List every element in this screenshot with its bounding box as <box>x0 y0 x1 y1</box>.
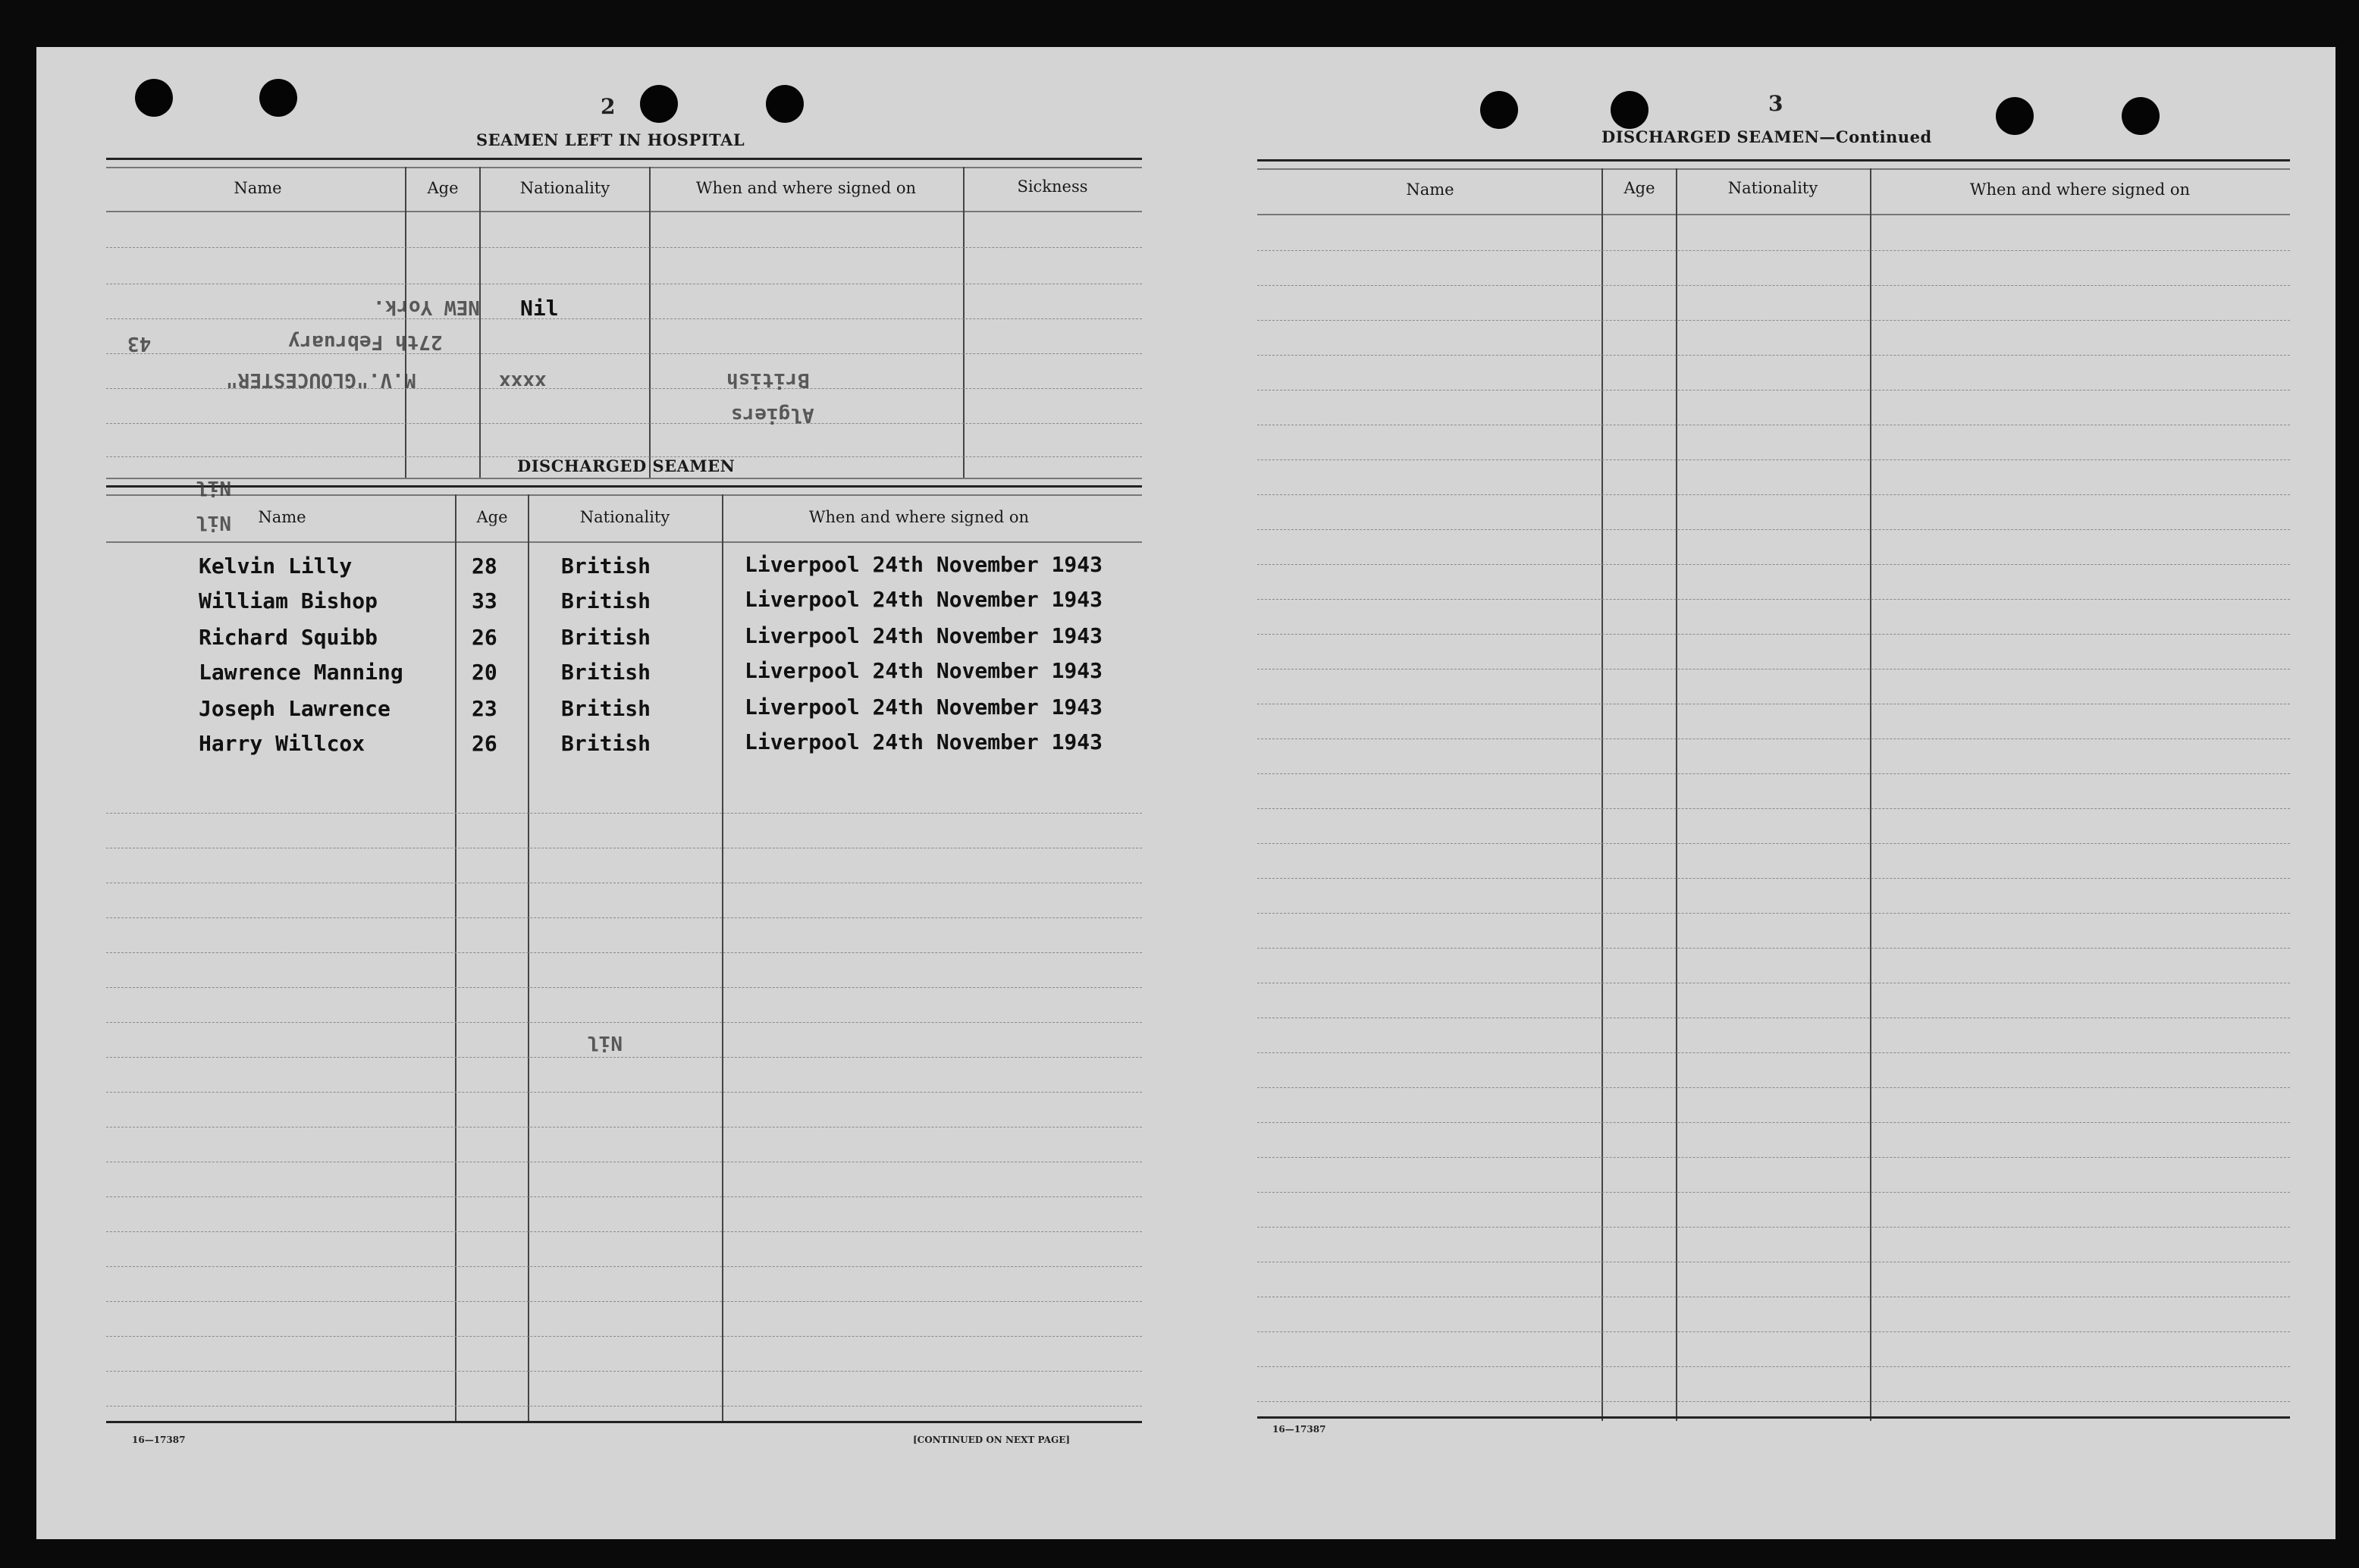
crew-age: 28 <box>472 554 497 579</box>
show-through-text: Nil <box>196 476 231 499</box>
hospital-header-nationality: Nationality <box>519 179 610 197</box>
crew-name: Richard Squibb <box>199 625 378 650</box>
crew-signed-on: Liverpool 24th November 1943 <box>745 587 1103 612</box>
crew-age: 20 <box>472 660 497 685</box>
page-number: 3 <box>1768 91 1783 116</box>
discharged-header-age: Age <box>476 508 508 526</box>
ledger-sheet <box>36 47 2335 1539</box>
crew-name: William Bishop <box>199 588 378 613</box>
show-through-text: NEW York. <box>373 296 480 318</box>
discharged-header-signed-on: When and where signed on <box>808 508 1030 526</box>
form-number: 16—17387 <box>132 1435 186 1445</box>
show-through-text: British <box>726 368 810 391</box>
discharged-header-nationality: Nationality <box>579 508 670 526</box>
crew-nationality: British <box>561 696 651 721</box>
continued-header-signed-on: When and where signed on <box>1969 180 2191 199</box>
show-through-text: xxxx <box>499 370 547 393</box>
hospital-header-age: Age <box>427 179 459 197</box>
crew-signed-on: Liverpool 24th November 1943 <box>745 695 1103 720</box>
show-through-text: 27th February <box>288 331 443 353</box>
show-through-text: 43 <box>127 332 152 355</box>
punch-hole <box>1996 97 2034 135</box>
hospital-header-name: Name <box>234 179 282 197</box>
punch-hole <box>766 85 804 123</box>
crew-name: Harry Willcox <box>199 731 365 756</box>
continued-header-nationality: Nationality <box>1727 179 1818 197</box>
crew-name: Kelvin Lilly <box>199 554 353 579</box>
show-through-text: Nil <box>196 511 231 534</box>
show-through-text: M.V."GLOUCESTER" <box>226 368 416 391</box>
show-through-text: Nil <box>587 1031 623 1054</box>
punch-hole <box>640 85 678 123</box>
show-through-text: Algiers <box>731 403 814 426</box>
crew-signed-on: Liverpool 24th November 1943 <box>745 552 1103 577</box>
crew-age: 33 <box>472 588 497 613</box>
discharged-continued-title: DISCHARGED SEAMEN—Continued <box>1601 127 1932 146</box>
punch-hole <box>1480 91 1518 129</box>
hospital-header-signed-on: When and where signed on <box>695 179 917 197</box>
discharged-header-name: Name <box>258 508 306 526</box>
continued-header-name: Name <box>1406 180 1454 199</box>
crew-age: 26 <box>472 731 497 756</box>
punch-hole <box>1611 91 1648 129</box>
crew-nationality: British <box>561 554 651 579</box>
crew-signed-on: Liverpool 24th November 1943 <box>745 623 1103 648</box>
crew-nationality: British <box>561 731 651 756</box>
hospital-header-sickness: Sickness <box>1017 177 1088 196</box>
crew-nationality: British <box>561 625 651 650</box>
discharged-section-title: DISCHARGED SEAMEN <box>517 456 736 475</box>
page-number: 2 <box>601 94 616 119</box>
crew-name: Lawrence Manning <box>199 660 403 685</box>
continued-note: [CONTINUED ON NEXT PAGE] <box>913 1435 1071 1445</box>
punch-hole <box>2122 97 2160 135</box>
crew-signed-on: Liverpool 24th November 1943 <box>745 658 1103 683</box>
punch-hole <box>135 79 173 117</box>
punch-hole <box>259 79 297 117</box>
show-through-text: Nil <box>520 296 559 321</box>
crew-age: 23 <box>472 696 497 721</box>
crew-age: 26 <box>472 625 497 650</box>
form-number: 16—17387 <box>1272 1424 1326 1435</box>
crew-signed-on: Liverpool 24th November 1943 <box>745 729 1103 754</box>
crew-name: Joseph Lawrence <box>199 696 391 721</box>
crew-nationality: British <box>561 588 651 613</box>
crew-nationality: British <box>561 660 651 685</box>
continued-header-age: Age <box>1623 179 1655 197</box>
hospital-section-title: SEAMEN LEFT IN HOSPITAL <box>476 130 745 149</box>
